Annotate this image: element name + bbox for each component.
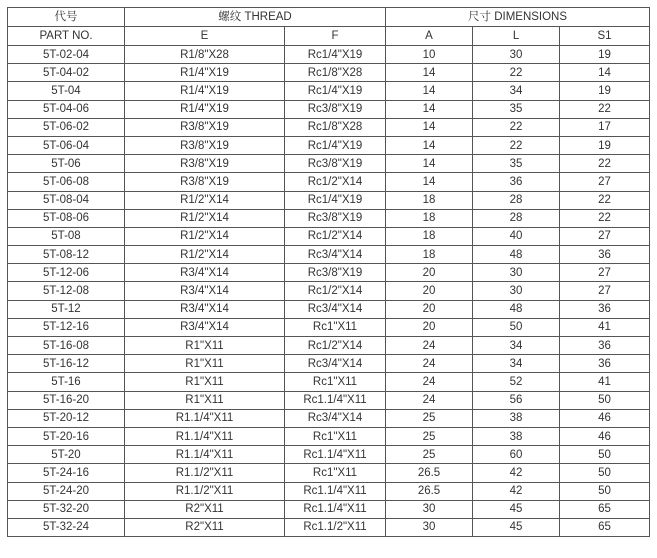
part-no-cell: 5T-06-02 (8, 118, 125, 136)
dim-s1-cell: 41 (560, 318, 650, 336)
thread-f-cell: Rc3/4"X14 (285, 300, 386, 318)
dim-s1-cell: 22 (560, 191, 650, 209)
thread-e-cell: R3/4"X14 (125, 318, 285, 336)
table-row (8, 155, 650, 173)
table-row (8, 118, 650, 136)
part-no-cell: 5T-20-12 (8, 409, 125, 427)
dim-l-cell: 35 (473, 100, 560, 118)
part-no-cell: 5T-16-12 (8, 355, 125, 373)
dim-l-cell: 45 (473, 518, 560, 536)
thread-e-cell: R2"X11 (125, 500, 285, 518)
thread-e-cell: R1.1/2"X11 (125, 482, 285, 500)
dim-s1-cell: 36 (560, 246, 650, 264)
thread-e-cell: R3/8"X19 (125, 118, 285, 136)
dim-l-cell: 34 (473, 82, 560, 100)
dim-l-cell: 45 (473, 500, 560, 518)
part-no-cell: 5T-06-08 (8, 173, 125, 191)
thread-f-cell: Rc1.1/4"X11 (285, 482, 386, 500)
dim-s1-cell: 65 (560, 500, 650, 518)
thread-e-cell: R1.1/4"X11 (125, 427, 285, 445)
dim-l-cell: 52 (473, 373, 560, 391)
thread-f-cell: Rc3/4"X14 (285, 409, 386, 427)
part-no-cell: 5T-32-24 (8, 518, 125, 536)
table-row (8, 464, 650, 482)
thread-f-cell: Rc1/2"X14 (285, 282, 386, 300)
table-row (8, 227, 650, 245)
table-row (8, 136, 650, 154)
thread-f-cell: Rc1.1/4"X11 (285, 446, 386, 464)
dim-l-cell: 22 (473, 118, 560, 136)
dim-s1-cell: 46 (560, 427, 650, 445)
thread-f-cell: Rc1/2"X14 (285, 337, 386, 355)
part-code-header-cn: 代号 (8, 8, 125, 27)
table-row (8, 82, 650, 100)
thread-e-cell: R1.1/4"X11 (125, 446, 285, 464)
dim-s1-cell: 36 (560, 300, 650, 318)
dim-l-cell: 42 (473, 464, 560, 482)
table-row (8, 337, 650, 355)
thread-e-cell: R1.1/2"X11 (125, 464, 285, 482)
col-f-header: F (285, 27, 386, 46)
thread-f-cell: Rc1/2"X14 (285, 173, 386, 191)
part-no-cell: 5T-16-08 (8, 337, 125, 355)
thread-f-cell: Rc1"X11 (285, 373, 386, 391)
dim-l-cell: 48 (473, 246, 560, 264)
table-row (8, 446, 650, 464)
dim-a-cell: 14 (386, 136, 473, 154)
dim-s1-cell: 36 (560, 355, 650, 373)
dim-s1-cell: 50 (560, 482, 650, 500)
dim-l-cell: 30 (473, 264, 560, 282)
thread-f-cell: Rc1/4"X19 (285, 46, 386, 64)
table-row (8, 318, 650, 336)
part-no-cell: 5T-08-12 (8, 246, 125, 264)
dim-a-cell: 24 (386, 337, 473, 355)
dim-a-cell: 14 (386, 118, 473, 136)
table-row (8, 282, 650, 300)
dim-a-cell: 14 (386, 64, 473, 82)
dim-a-cell: 25 (386, 446, 473, 464)
thread-f-cell: Rc1.1/4"X11 (285, 500, 386, 518)
dim-a-cell: 20 (386, 264, 473, 282)
dim-a-cell: 24 (386, 355, 473, 373)
dim-a-cell: 14 (386, 100, 473, 118)
part-no-cell: 5T-06-04 (8, 136, 125, 154)
part-no-cell: 5T-06 (8, 155, 125, 173)
dim-l-cell: 35 (473, 155, 560, 173)
dim-a-cell: 14 (386, 173, 473, 191)
table-row (8, 409, 650, 427)
dim-a-cell: 30 (386, 500, 473, 518)
table-row (8, 500, 650, 518)
thread-e-cell: R3/8"X19 (125, 136, 285, 154)
dim-l-cell: 28 (473, 191, 560, 209)
part-no-cell: 5T-32-20 (8, 500, 125, 518)
thread-e-cell: R1"X11 (125, 391, 285, 409)
dim-a-cell: 10 (386, 46, 473, 64)
thread-e-cell: R3/4"X14 (125, 282, 285, 300)
part-no-cell: 5T-12-06 (8, 264, 125, 282)
dim-s1-cell: 14 (560, 64, 650, 82)
dim-a-cell: 30 (386, 518, 473, 536)
part-no-cell: 5T-08 (8, 227, 125, 245)
dim-a-cell: 25 (386, 409, 473, 427)
thread-f-cell: Rc1/4"X19 (285, 136, 386, 154)
dim-s1-cell: 36 (560, 337, 650, 355)
dim-l-cell: 56 (473, 391, 560, 409)
thread-f-cell: Rc3/8"X19 (285, 209, 386, 227)
part-no-cell: 5T-04-06 (8, 100, 125, 118)
part-no-cell: 5T-16-20 (8, 391, 125, 409)
thread-f-cell: Rc1/4"X19 (285, 82, 386, 100)
thread-f-cell: Rc1"X11 (285, 427, 386, 445)
dim-a-cell: 20 (386, 318, 473, 336)
thread-group-header: 螺纹 THREAD (125, 8, 386, 27)
dim-a-cell: 18 (386, 191, 473, 209)
dim-l-cell: 38 (473, 427, 560, 445)
dim-l-cell: 34 (473, 337, 560, 355)
dim-s1-cell: 19 (560, 136, 650, 154)
dim-s1-cell: 50 (560, 464, 650, 482)
part-no-cell: 5T-08-04 (8, 191, 125, 209)
dim-s1-cell: 19 (560, 82, 650, 100)
part-no-cell: 5T-08-06 (8, 209, 125, 227)
table-row (8, 518, 650, 536)
thread-e-cell: R1/2"X14 (125, 246, 285, 264)
dim-l-cell: 34 (473, 355, 560, 373)
thread-e-cell: R1/4"X19 (125, 64, 285, 82)
thread-f-cell: Rc1/2"X14 (285, 227, 386, 245)
thread-f-cell: Rc1"X11 (285, 464, 386, 482)
table-row (8, 191, 650, 209)
thread-f-cell: Rc1.1/2"X11 (285, 518, 386, 536)
dim-a-cell: 18 (386, 227, 473, 245)
header-row-1 (8, 8, 650, 27)
dim-a-cell: 18 (386, 209, 473, 227)
table-body (8, 46, 650, 537)
dim-l-cell: 50 (473, 318, 560, 336)
dim-s1-cell: 19 (560, 46, 650, 64)
dim-s1-cell: 27 (560, 227, 650, 245)
thread-e-cell: R1"X11 (125, 355, 285, 373)
part-no-header: PART NO. (8, 27, 125, 46)
dim-l-cell: 30 (473, 282, 560, 300)
dim-s1-cell: 27 (560, 264, 650, 282)
dim-s1-cell: 17 (560, 118, 650, 136)
dim-s1-cell: 41 (560, 373, 650, 391)
thread-e-cell: R1"X11 (125, 373, 285, 391)
table-row (8, 355, 650, 373)
dim-a-cell: 26.5 (386, 482, 473, 500)
thread-e-cell: R1/4"X19 (125, 100, 285, 118)
part-no-cell: 5T-20 (8, 446, 125, 464)
table-row (8, 173, 650, 191)
thread-e-cell: R3/8"X19 (125, 155, 285, 173)
dim-l-cell: 60 (473, 446, 560, 464)
dim-s1-cell: 65 (560, 518, 650, 536)
dim-a-cell: 14 (386, 82, 473, 100)
col-e-header: E (125, 27, 285, 46)
header-row-2 (8, 27, 650, 46)
part-no-cell: 5T-04-02 (8, 64, 125, 82)
thread-e-cell: R1/2"X14 (125, 209, 285, 227)
table-row (8, 209, 650, 227)
part-no-cell: 5T-04 (8, 82, 125, 100)
part-no-cell: 5T-12 (8, 300, 125, 318)
dim-s1-cell: 22 (560, 209, 650, 227)
thread-f-cell: Rc1/8"X28 (285, 118, 386, 136)
thread-f-cell: Rc1/4"X19 (285, 191, 386, 209)
thread-f-cell: Rc1"X11 (285, 318, 386, 336)
dim-s1-cell: 50 (560, 391, 650, 409)
thread-e-cell: R1/2"X14 (125, 227, 285, 245)
thread-e-cell: R1.1/4"X11 (125, 409, 285, 427)
dim-s1-cell: 27 (560, 173, 650, 191)
part-no-cell: 5T-20-16 (8, 427, 125, 445)
thread-f-cell: Rc3/8"X19 (285, 155, 386, 173)
thread-f-cell: Rc1.1/4"X11 (285, 391, 386, 409)
table-row (8, 64, 650, 82)
dim-l-cell: 22 (473, 136, 560, 154)
col-l-header: L (473, 27, 560, 46)
dim-a-cell: 24 (386, 373, 473, 391)
table-row (8, 246, 650, 264)
table-row (8, 100, 650, 118)
table-row (8, 46, 650, 64)
dim-a-cell: 20 (386, 282, 473, 300)
thread-f-cell: Rc3/8"X19 (285, 264, 386, 282)
thread-f-cell: Rc3/4"X14 (285, 355, 386, 373)
part-no-cell: 5T-24-20 (8, 482, 125, 500)
dim-l-cell: 36 (473, 173, 560, 191)
thread-e-cell: R3/8"X19 (125, 173, 285, 191)
dim-l-cell: 38 (473, 409, 560, 427)
dim-s1-cell: 46 (560, 409, 650, 427)
thread-f-cell: Rc3/8"X19 (285, 100, 386, 118)
dim-s1-cell: 22 (560, 100, 650, 118)
dim-a-cell: 24 (386, 391, 473, 409)
thread-e-cell: R1"X11 (125, 337, 285, 355)
dimensions-group-header: 尺寸 DIMENSIONS (386, 8, 650, 27)
thread-e-cell: R3/4"X14 (125, 300, 285, 318)
thread-e-cell: R3/4"X14 (125, 264, 285, 282)
table-row (8, 264, 650, 282)
dim-a-cell: 20 (386, 300, 473, 318)
col-s1-header: S1 (560, 27, 650, 46)
dim-a-cell: 25 (386, 427, 473, 445)
part-no-cell: 5T-12-08 (8, 282, 125, 300)
thread-f-cell: Rc3/4"X14 (285, 246, 386, 264)
dim-l-cell: 40 (473, 227, 560, 245)
part-no-cell: 5T-24-16 (8, 464, 125, 482)
col-a-header: A (386, 27, 473, 46)
dim-s1-cell: 22 (560, 155, 650, 173)
thread-e-cell: R1/4"X19 (125, 82, 285, 100)
dim-s1-cell: 27 (560, 282, 650, 300)
dim-a-cell: 14 (386, 155, 473, 173)
dim-a-cell: 18 (386, 246, 473, 264)
thread-e-cell: R1/8"X28 (125, 46, 285, 64)
dim-l-cell: 30 (473, 46, 560, 64)
table-row (8, 373, 650, 391)
part-no-cell: 5T-12-16 (8, 318, 125, 336)
table-row (8, 391, 650, 409)
dim-l-cell: 48 (473, 300, 560, 318)
table-row (8, 300, 650, 318)
table-row (8, 427, 650, 445)
table-row (8, 482, 650, 500)
thread-e-cell: R1/2"X14 (125, 191, 285, 209)
specification-table (7, 7, 650, 537)
dim-s1-cell: 50 (560, 446, 650, 464)
dim-l-cell: 22 (473, 64, 560, 82)
thread-f-cell: Rc1/8"X28 (285, 64, 386, 82)
part-no-cell: 5T-02-04 (8, 46, 125, 64)
thread-e-cell: R2"X11 (125, 518, 285, 536)
dim-a-cell: 26.5 (386, 464, 473, 482)
dim-l-cell: 28 (473, 209, 560, 227)
part-no-cell: 5T-16 (8, 373, 125, 391)
dim-l-cell: 42 (473, 482, 560, 500)
